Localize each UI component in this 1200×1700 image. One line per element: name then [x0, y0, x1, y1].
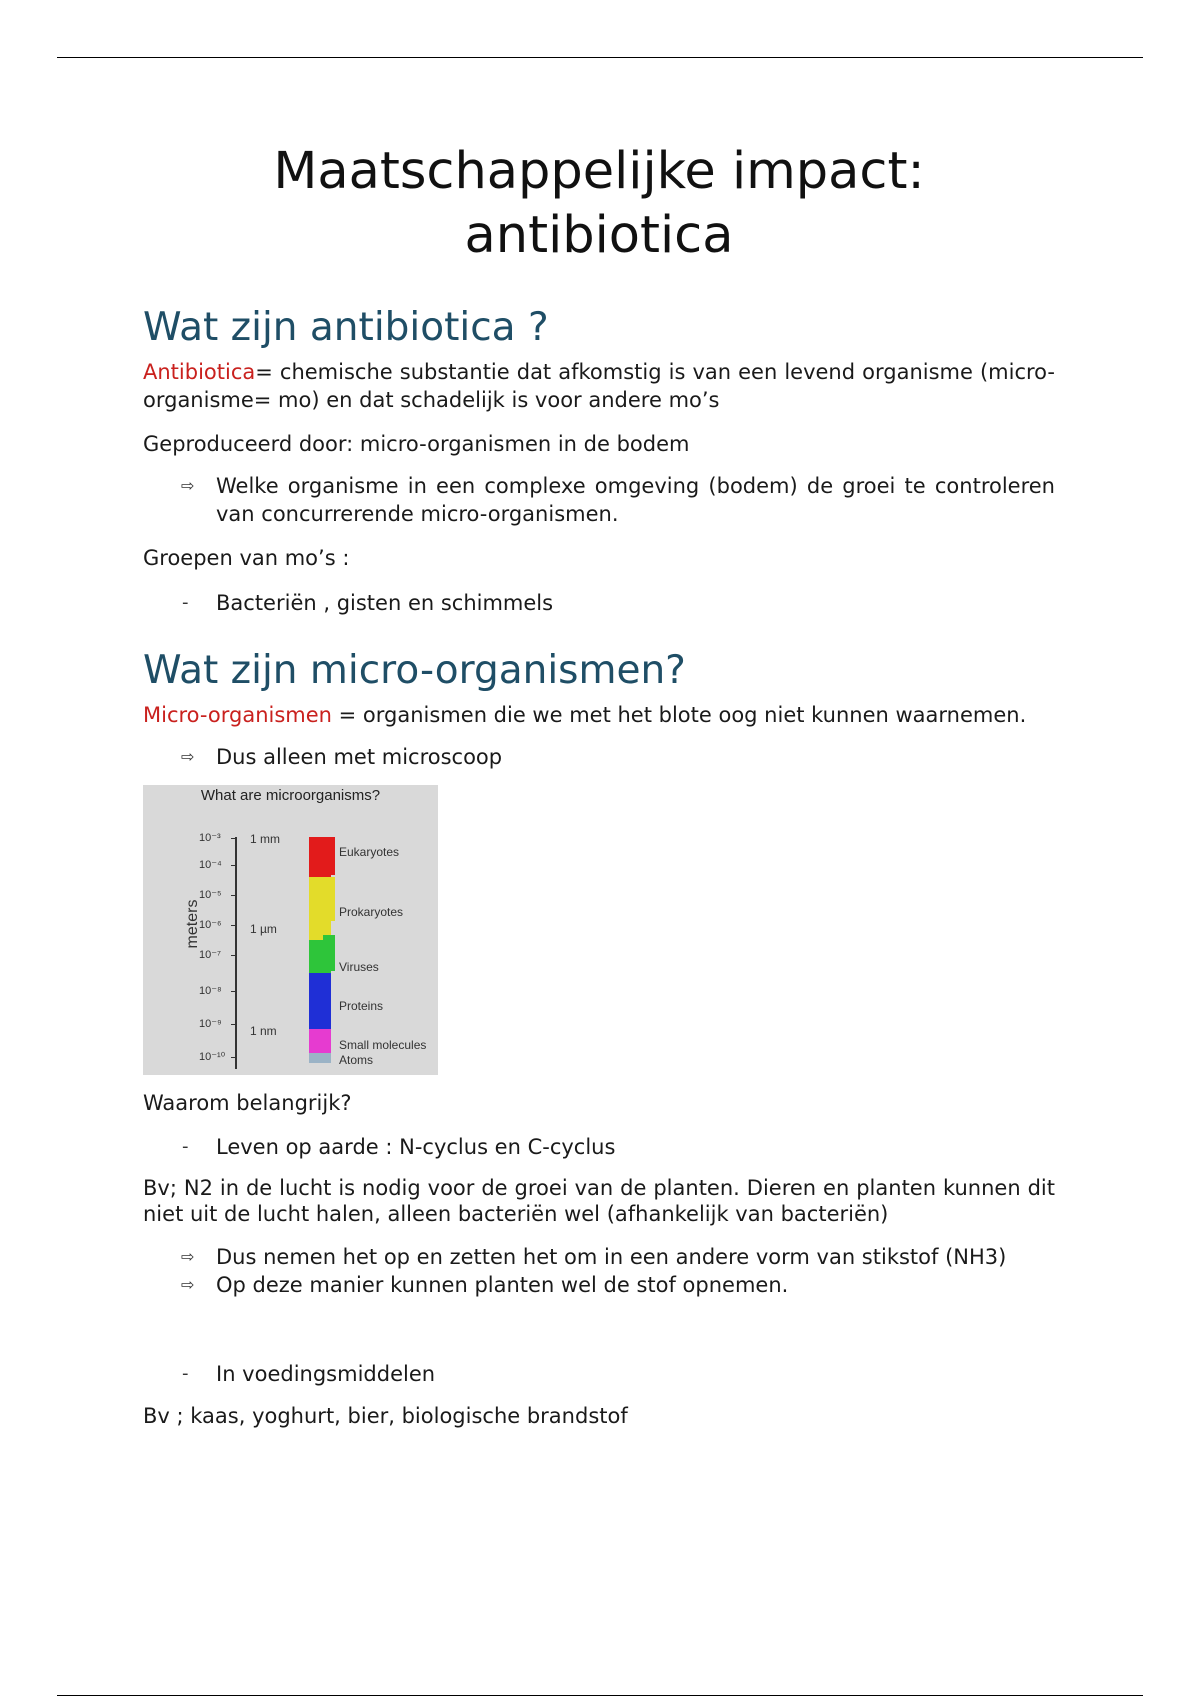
- arrow-bullet-icon: ⇨: [181, 1247, 195, 1266]
- figure-unit-label: 1 µm: [250, 922, 277, 936]
- figure-band-step: [323, 837, 335, 875]
- figure-tick-mark: [231, 955, 237, 956]
- figure-tick-label: 10⁻⁹: [199, 1018, 222, 1030]
- term-antibiotica: Antibiotica: [143, 360, 256, 384]
- dash-item: [143, 1133, 1055, 1161]
- dash-item-text: Bacteriën , gisten en schimmels: [216, 591, 554, 615]
- figure-tick-label: 10⁻⁵: [199, 889, 222, 901]
- arrow-item: [143, 743, 1055, 771]
- why-important: Waarom belangrijk?: [143, 1091, 352, 1115]
- arrow-item: [143, 472, 1055, 528]
- figure-band-atoms: [309, 1053, 331, 1063]
- figure-tick-mark: [231, 865, 237, 866]
- figure-band-label: Viruses: [339, 960, 379, 974]
- dash-bullet: -: [182, 592, 189, 613]
- definition-antibiotica: [143, 358, 1055, 414]
- document-body: [143, 140, 1055, 1430]
- definition-text: = chemische substantie dat afkomstig is van een levend organisme (micro-organisme= mo) en dat schadelijk is voor andere mo’s: [143, 360, 1055, 412]
- figure-tick-label: 10⁻⁴: [199, 859, 222, 871]
- arrow-item-text: Op deze manier kunnen planten wel de stof opnemen.: [216, 1273, 789, 1297]
- figure-band-label: Prokaryotes: [339, 905, 404, 919]
- figure-band-proteins: [309, 973, 331, 1029]
- figure-tick-mark: [231, 838, 237, 839]
- figure-tick-mark: [231, 895, 237, 896]
- figure-tick-label: 10⁻¹⁰: [199, 1051, 226, 1063]
- dash-bullet: -: [182, 1136, 189, 1157]
- dash-item-text: Leven op aarde : N-cyclus en C-cyclus: [216, 1135, 616, 1159]
- figure-band-label: Eukaryotes: [339, 845, 400, 859]
- arrow-item-text: Dus nemen het op en zetten het om in een andere vorm van stikstof (NH3): [216, 1245, 1007, 1269]
- figure-tick-label: 10⁻⁶: [199, 919, 222, 931]
- figure-tick-label: 10⁻⁷: [199, 949, 222, 961]
- figure-tick-label: 10⁻³: [199, 832, 221, 844]
- term-micro-organismen: Micro-organismen: [143, 703, 332, 727]
- figure-title: What are microorganisms?: [200, 787, 381, 804]
- arrow-bullet-icon: ⇨: [181, 747, 195, 766]
- figure-tick-mark: [231, 925, 237, 926]
- figure-unit-label: 1 nm: [250, 1024, 277, 1038]
- figure-band-label: Small molecules: [339, 1038, 427, 1052]
- figure-axis: [235, 837, 237, 1069]
- section-heading-antibiotica: Wat zijn antibiotica ?: [143, 305, 549, 350]
- arrow-item-text: Welke organisme in een complexe omgeving (bodem) de groei te controleren van concurrerende micro-organismen.: [216, 474, 1055, 526]
- arrow-item: [143, 1243, 1055, 1271]
- figure-band-label: Atoms: [339, 1053, 374, 1067]
- page-title: Maatschappelijke impact: antibiotica: [273, 142, 925, 265]
- produced-by: Geproduceerd door: micro-organismen in de bodem: [143, 432, 690, 456]
- dash-item: [143, 589, 1055, 617]
- section-heading-micro-organismen: Wat zijn micro-organismen?: [143, 648, 686, 693]
- figure-band-label: Proteins: [339, 999, 384, 1013]
- arrow-bullet-icon: ⇨: [181, 476, 195, 495]
- dash-bullet: -: [182, 1363, 189, 1384]
- figure-band-small-molecules: [309, 1029, 331, 1053]
- figure-tick-mark: [231, 1057, 237, 1058]
- arrow-bullet-icon: ⇨: [181, 1275, 195, 1294]
- dash-item-text: In voedingsmiddelen: [216, 1362, 436, 1386]
- microorganisms-scale-figure: [143, 785, 438, 1075]
- figure-y-label: meters: [184, 899, 201, 949]
- figure-tick-mark: [231, 991, 237, 992]
- figure-unit-label: 1 mm: [250, 832, 280, 846]
- figure-tick-mark: [231, 1024, 237, 1025]
- groups-label: Groepen van mo’s :: [143, 546, 350, 570]
- figure-band-step: [323, 877, 335, 921]
- footer-rule: [57, 1695, 1143, 1696]
- definition-micro-organismen: [143, 701, 1055, 729]
- dash-item: [143, 1360, 1055, 1388]
- arrow-item-text: Dus alleen met microscoop: [216, 745, 503, 769]
- definition-text: = organismen die we met het blote oog niet kunnen waarnemen.: [331, 703, 1027, 727]
- figure-tick-label: 10⁻⁸: [199, 985, 222, 997]
- arrow-item: [143, 1271, 1055, 1299]
- figure-band-step: [323, 935, 335, 971]
- example-food: Bv ; kaas, yoghurt, bier, biologische brandstof: [143, 1404, 628, 1428]
- header-rule: [57, 57, 1143, 58]
- example-nitrogen: Bv; N2 in de lucht is nodig voor de groei van de planten. Dieren en planten kunnen dit niet uit de lucht halen, alleen bacteriën wel (afhankelijk van bacteriën): [143, 1176, 1055, 1226]
